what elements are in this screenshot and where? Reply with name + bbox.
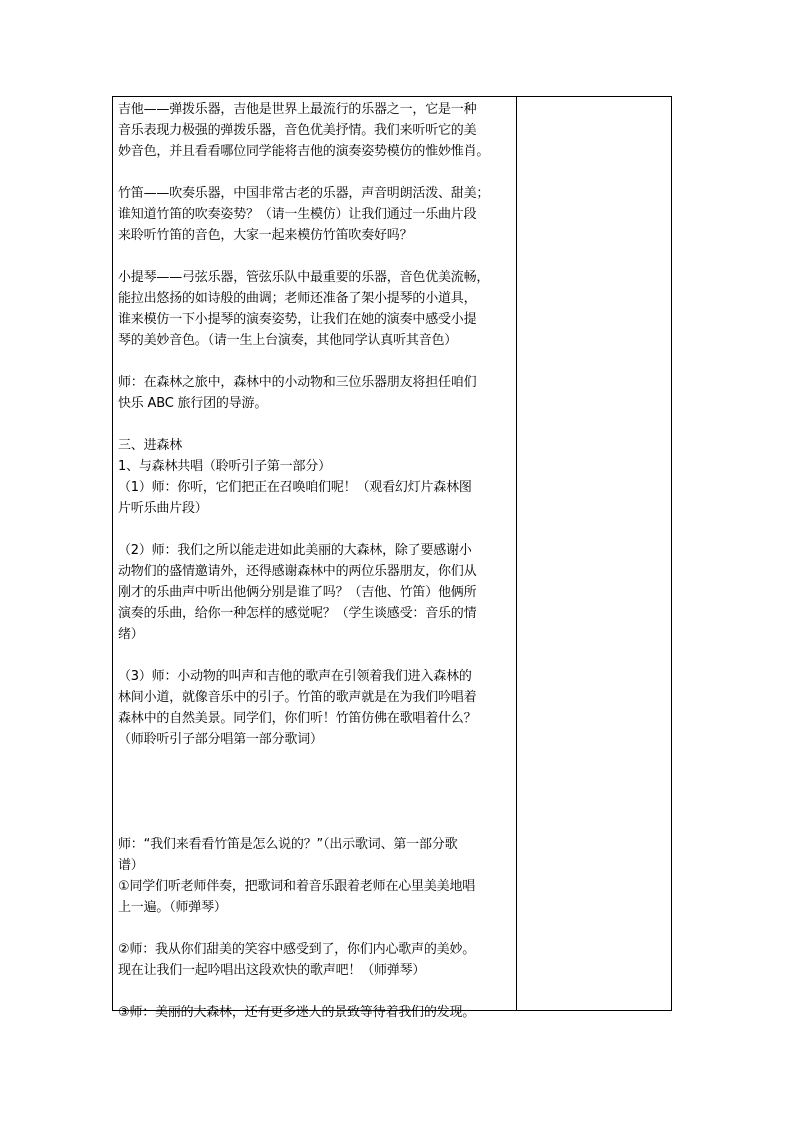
text-line: 现在让我们一起吟唱出这段欢快的歌声吧！（师弹琴） xyxy=(118,963,426,978)
paragraph-spacer xyxy=(118,351,512,372)
text-line: 刚才的乐曲声中听出他俩分别是谁了吗？（吉他、竹笛）他俩所 xyxy=(118,585,477,600)
paragraph-spacer xyxy=(118,519,512,540)
paragraph-violin xyxy=(118,267,512,351)
text-line: （2）师：我们之所以能走进如此美丽的大森林，除了要感谢小 xyxy=(118,543,472,558)
paragraph-enter-forest xyxy=(118,435,512,519)
text-line: 片听乐曲片段） xyxy=(118,501,208,516)
paragraph-spacer xyxy=(118,918,512,939)
paragraph-guitar xyxy=(118,99,512,162)
paragraph-lyrics xyxy=(118,834,512,918)
paragraph-discovery xyxy=(118,1002,512,1023)
text-line: 快乐 ABC 旅行团的导游。 xyxy=(118,396,268,411)
text-line: 能拉出悠扬的如诗般的曲调；老师还准备了架小提琴的小道具， xyxy=(118,291,477,306)
notes-column-cell xyxy=(517,97,671,1010)
lesson-content-cell xyxy=(113,97,517,1020)
blank-space xyxy=(118,750,512,834)
text-line: 谁来模仿一下小提琴的演奏姿势，让我们在她的演奏中感受小提 xyxy=(118,312,477,327)
paragraph-spacer xyxy=(118,414,512,435)
paragraph-sing-together xyxy=(118,939,512,981)
text-line: 吉他——弹拨乐器，吉他是世界上最流行的乐器之一，它是一种 xyxy=(118,102,477,117)
text-line: 上一遍。（师弹琴） xyxy=(118,900,227,915)
sub-heading: 1、与森林共唱（聆听引子第一部分） xyxy=(118,459,331,474)
paragraph-spacer xyxy=(118,645,512,666)
text-line: 师：“我们来看看竹笛是怎么说的？”（出示歌词、第一部分歌 xyxy=(118,837,458,852)
text-line: 林间小道，就像音乐中的引子。竹笛的歌声就是在为我们吟唱着 xyxy=(118,690,477,705)
text-line: 竹笛——吹奏乐器，中国非常古老的乐器，声音明朗活泼、甜美； xyxy=(118,186,490,201)
lesson-table xyxy=(112,96,672,1020)
text-line: 妙音色，并且看看哪位同学能将吉他的演奏姿势模仿的惟妙惟肖。 xyxy=(118,144,490,159)
text-line: ①同学们听老师伴奏，把歌词和着音乐跟着老师在心里美美地唱 xyxy=(118,879,476,894)
text-line: 演奏的乐曲，给你一种怎样的感觉呢？（学生谈感受：音乐的情 xyxy=(118,606,477,621)
text-line: （1）师：你听，它们把正在召唤咱们呢！（观看幻灯片森林图 xyxy=(118,480,472,495)
text-line: ③师：美丽的大森林，还有更多迷人的景致等待着我们的发现。 xyxy=(118,1005,476,1020)
text-line: 绪） xyxy=(118,627,144,642)
paragraph-step-2 xyxy=(118,540,512,645)
paragraph-bamboo-flute xyxy=(118,183,512,246)
paragraph-guides xyxy=(118,372,512,414)
paragraph-spacer xyxy=(118,162,512,183)
text-line: 谱） xyxy=(118,858,144,873)
text-line: 音乐表现力极强的弹拨乐器，音色优美抒情。我们来听听它的美 xyxy=(118,123,477,138)
text-line: 动物们的盛情邀请外，还得感谢森林中的两位乐器朋友，你们从 xyxy=(118,564,477,579)
text-line: 谁知道竹笛的吹奏姿势？（请一生模仿）让我们通过一乐曲片段 xyxy=(118,207,477,222)
text-line: （3）师：小动物的叫声和吉他的歌声在引领着我们进入森林的 xyxy=(118,669,472,684)
paragraph-spacer xyxy=(118,981,512,1002)
section-heading: 三、进森林 xyxy=(118,438,183,453)
text-line: 师：在森林之旅中，森林中的小动物和三位乐器朋友将担任咱们 xyxy=(118,375,477,390)
paragraph-step-3 xyxy=(118,666,512,750)
paragraph-spacer xyxy=(118,246,512,267)
text-line: 琴的美妙音色。（请一生上台演奏，其他同学认真听其音色） xyxy=(118,333,458,348)
text-line: （师聆听引子部分唱第一部分歌词） xyxy=(118,732,323,747)
text-line: 来聆听竹笛的音色，大家一起来模仿竹笛吹奏好吗？ xyxy=(118,228,413,243)
text-line: ②师：我从你们甜美的笑容中感受到了，你们内心歌声的美妙。 xyxy=(118,942,476,957)
text-line: 森林中的自然美景。同学们，你们听！竹笛仿佛在歌唱着什么？ xyxy=(118,711,477,726)
text-line: 小提琴——弓弦乐器，管弦乐队中最重要的乐器，音色优美流畅， xyxy=(118,270,490,285)
